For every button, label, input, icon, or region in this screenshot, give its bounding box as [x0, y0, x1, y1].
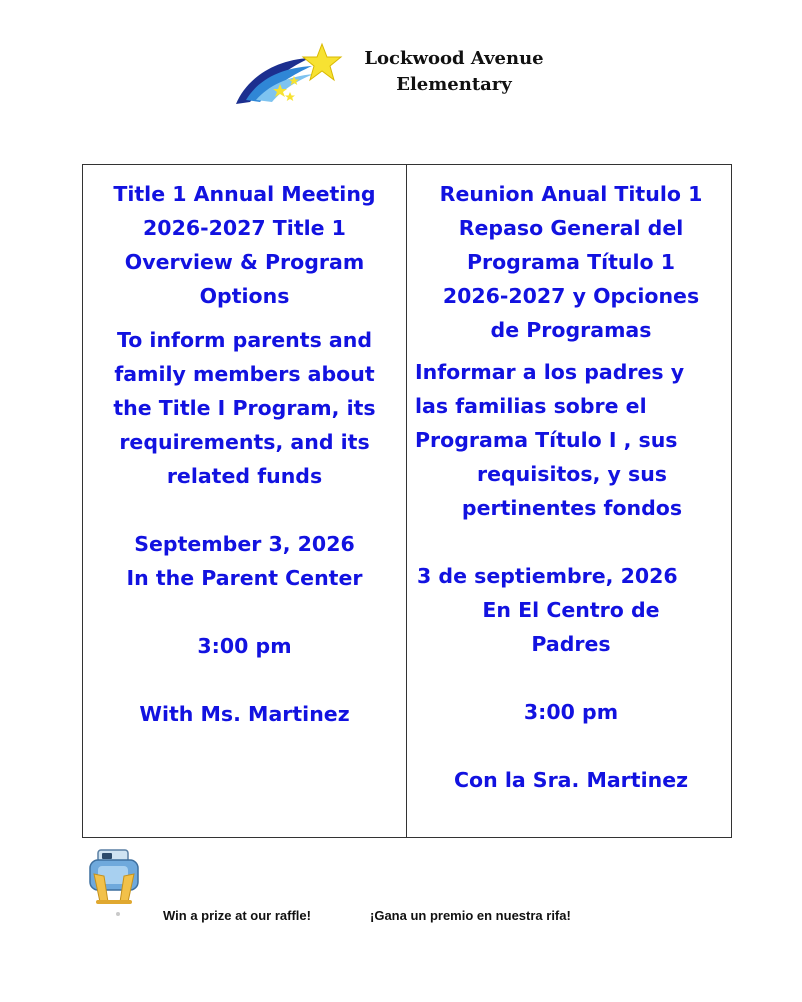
spanish-column: [407, 165, 731, 837]
english-purpose-line: the Title I Program, its: [113, 396, 376, 420]
spanish-date: 3 de septiembre, 2026: [417, 564, 678, 588]
english-purpose-line: To inform parents and: [116, 328, 373, 352]
school-name: [344, 46, 564, 98]
english-title: [87, 177, 402, 313]
spanish-time: 3:00 pm: [523, 700, 619, 724]
spanish-title-line: 2026-2027 y Opciones: [442, 284, 700, 308]
spanish-purpose-line: las familias sobre el: [415, 394, 647, 418]
spanish-title-line: Programa Título 1: [466, 250, 676, 274]
english-title-line: Overview & Program: [124, 250, 365, 274]
spanish-title: [413, 177, 729, 347]
raffle-text-english: Win a prize at our raffle!: [163, 908, 311, 923]
english-purpose-line: requirements, and its: [119, 430, 370, 454]
spanish-title-line: Repaso General del: [458, 216, 684, 240]
english-purpose-line: related funds: [166, 464, 323, 488]
english-purpose-line: family members about: [114, 362, 375, 386]
raffle-drum-icon: [88, 846, 148, 922]
english-title-line: Title 1 Annual Meeting: [113, 182, 376, 206]
spanish-purpose-line: requisitos, y sus: [476, 462, 668, 486]
spanish-title-line: Reunion Anual Titulo 1: [439, 182, 703, 206]
spanish-location-line: En El Centro de: [482, 598, 660, 622]
english-column: [83, 165, 407, 837]
spanish-location-line: Padres: [531, 632, 611, 656]
spanish-purpose: [413, 355, 729, 525]
shooting-star-icon: [232, 40, 344, 106]
spanish-title-line: de Programas: [490, 318, 652, 342]
school-header: [232, 40, 572, 110]
english-location: In the Parent Center: [126, 566, 363, 590]
raffle-text-spanish: ¡Gana un premio en nuestra rifa!: [370, 908, 571, 923]
meeting-info-table: [82, 164, 732, 838]
english-title-line: Options: [199, 284, 290, 308]
spanish-host: Con la Sra. Martinez: [453, 768, 689, 792]
spanish-purpose-line: Informar a los padres y: [415, 360, 685, 384]
english-date: September 3, 2026: [134, 532, 355, 556]
school-name-line1: Lockwood Avenue: [364, 48, 544, 69]
spanish-purpose-line: Programa Título I , sus: [415, 428, 678, 452]
english-purpose: [87, 323, 402, 493]
english-time: 3:00 pm: [197, 634, 292, 658]
english-title-line: 2026-2027 Title 1: [143, 216, 346, 240]
school-name-line2: Elementary: [396, 74, 512, 95]
english-host: With Ms. Martinez: [139, 702, 350, 726]
spanish-purpose-line: pertinentes fondos: [461, 496, 683, 520]
